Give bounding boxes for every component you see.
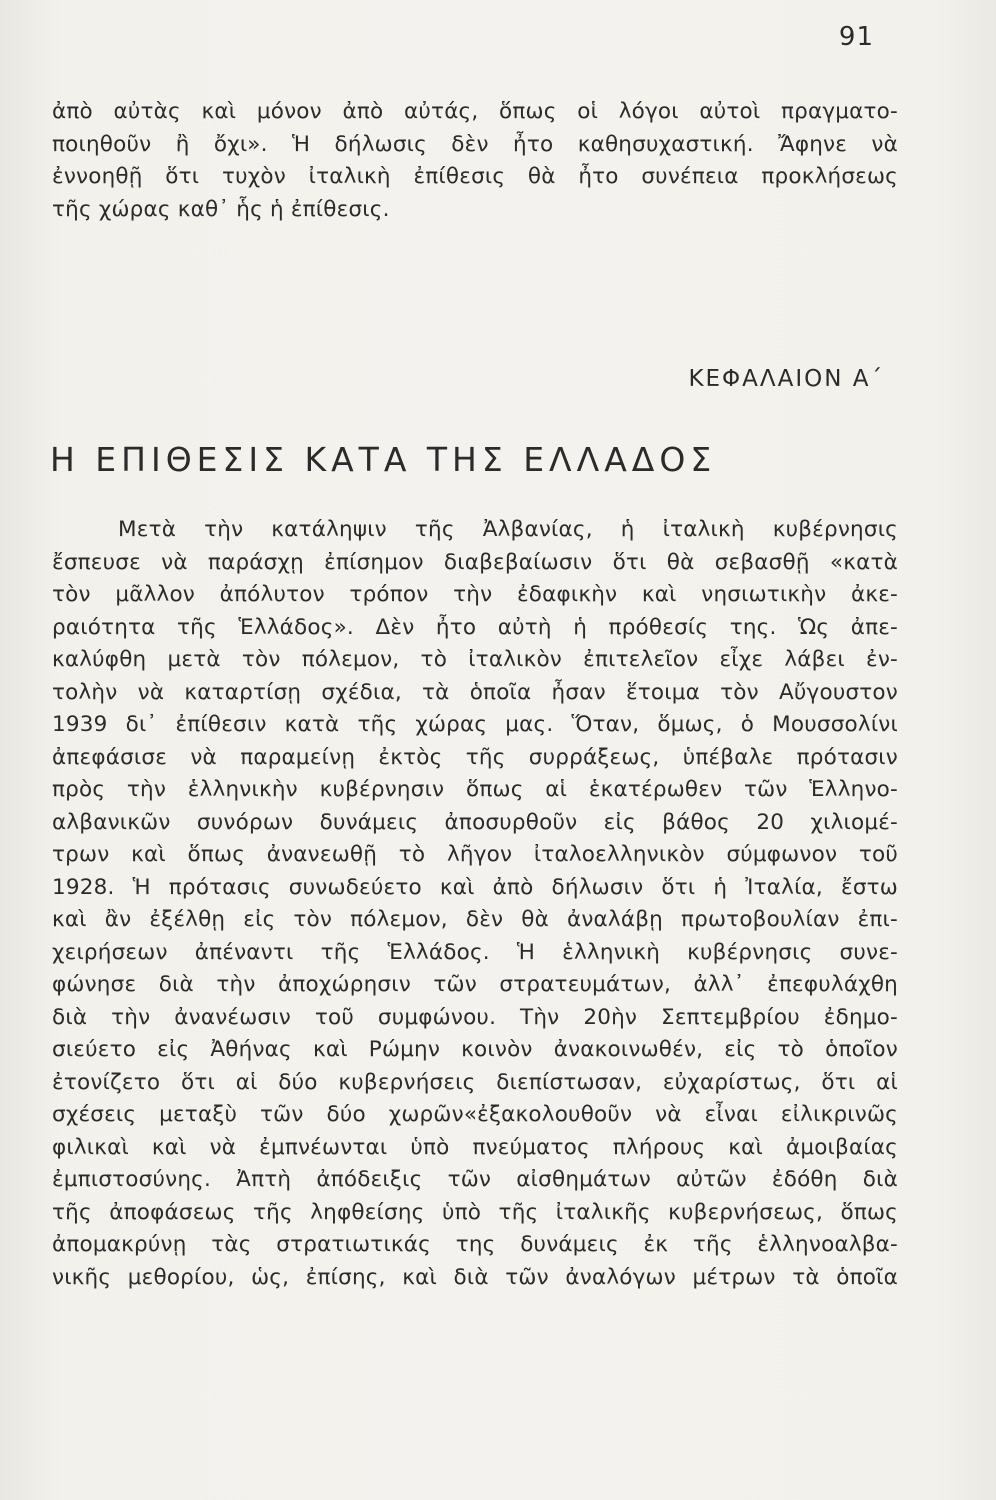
continuation-paragraph <box>52 96 898 226</box>
text-line: ἀπομακρύνῃ τὰς στρατιωτικάς της δυνάμεις ἐκ τῆς ἑλληνοαλβα- <box>52 1232 898 1257</box>
text-line: ποιηθοῦν ἢ ὄχι». Ἡ δήλωσις δὲν ἦτο καθησυχαστική. Ἄφηνε νὰ <box>52 131 898 157</box>
text-line: ραιότητα τῆς Ἑλλάδος». Δὲν ἦτο αὐτὴ ἡ πρόθεσίς της. Ὡς ἀπε- <box>52 614 898 640</box>
text-line: ἔσπευσε νὰ παράσχῃ ἐπίσημον διαβεβαίωσιν ὅτι θὰ σεβασθῇ «κατὰ <box>52 549 898 575</box>
text-line: Μετὰ τὴν κατάληψιν τῆς Ἀλβανίας, ἡ ἰταλικὴ κυβέρνησις <box>118 517 898 542</box>
text-line: φώνησε διὰ τὴν ἀποχώρησιν τῶν στρατευμάτων, ἀλλ᾽ ἐπεφυλάχθη <box>52 972 898 997</box>
text-line: 1928. Ἡ πρότασις συνωδεύετο καὶ ἀπὸ δήλωσιν ὅτι ἡ Ἰταλία, ἔστω <box>52 874 898 900</box>
text-line: ἐννοηθῇ ὅτι τυχὸν ἰταλικὴ ἐπίθεσις θὰ ἦτο συνέπεια προκλήσεως <box>52 164 898 189</box>
text-line: σχέσεις μεταξὺ τῶν δύο χωρῶν«ἐξακολουθοῦν νὰ εἶναι εἰλικρινῶς <box>52 1102 898 1127</box>
text-line: τολὴν νὰ καταρτίσῃ σχέδια, τὰ ὁποῖα ἦσαν ἕτοιμα τὸν Αὔγουστον <box>52 679 898 705</box>
text-line: πρὸς τὴν ἑλληνικὴν κυβέρνησιν ὅπως αἱ ἑκατέρωθεν τῶν Ἑλληνο- <box>52 777 898 802</box>
text-line: ἐτονίζετο ὅτι αἱ δύο κυβερνήσεις διεπίστωσαν, εὐχαρίστως, ὅτι αἱ <box>52 1069 898 1095</box>
text-line: 1939 δι᾽ ἐπίθεσιν κατὰ τῆς χώρας μας. Ὅταν, ὅμως, ὁ Μουσσολίνι <box>52 712 898 737</box>
text-line: ἀπὸ αὐτὰς καὶ μόνον ἀπὸ αὐτάς, ὅπως οἱ λόγοι αὐτοὶ πραγματο- <box>52 99 898 124</box>
text-line: καὶ ἂν ἐξέλθῃ εἰς τὸν πόλεμον, δὲν θὰ ἀναλάβῃ πρωτοβουλίαν ἐπι- <box>52 907 898 932</box>
text-line: νικῆς μεθορίου, ὡς, ἐπίσης, καὶ διὰ τῶν ἀναλόγων μέτρων τὰ ὁποῖα <box>52 1264 898 1290</box>
text-line: διὰ τὴν ἀνανέωσιν τοῦ συμφώνου. Τὴν 20ὴν Σεπτεμβρίου ἐδημο- <box>52 1004 898 1030</box>
chapter-title: Η ΕΠΙΘΕΣΙΣ ΚΑΤΑ ΤΗΣ ΕΛΛΑΔΟΣ <box>50 440 717 479</box>
text-line: καλύφθη μετὰ τὸν πόλεμον, τὸ ἰταλικὸν ἐπιτελεῖον εἶχε λάβει ἐν- <box>52 647 898 672</box>
text-line: ἀπεφάσισε νὰ παραμείνῃ ἐκτὸς τῆς συρράξεως, ὑπέβαλε πρότασιν <box>52 744 898 770</box>
text-line: τῆς ἀποφάσεως τῆς ληφθείσης ὑπὸ τῆς ἰταλικῆς κυβερνήσεως, ὅπως <box>52 1199 898 1225</box>
page-number: 91 <box>838 22 874 52</box>
text-line: χειρήσεων ἀπέναντι τῆς Ἑλλάδος. Ἡ ἑλληνικὴ κυβέρνησις συνε- <box>52 939 898 965</box>
text-line: τὸν μᾶλλον ἀπόλυτον τρόπον τὴν ἐδαφικὴν καὶ νησιωτικὴν ἀκε- <box>52 582 898 607</box>
text-line: αλβανικῶν συνόρων δυνάμεις ἀποσυρθοῦν εἰς βάθος 20 χιλιομέ- <box>52 809 898 835</box>
text-line: τῆς χώρας καθ᾽ ἧς ἡ ἐπίθεσις. <box>52 196 390 222</box>
body-paragraph <box>52 514 898 1294</box>
text-line: ἐμπιστοσύνης. Ἀπτὴ ἀπόδειξις τῶν αἰσθημάτων αὐτῶν ἐδόθη διὰ <box>52 1167 898 1192</box>
chapter-label: ΚΕΦΑΛΑΙΟΝ Α΄ <box>688 366 884 392</box>
text-line: τρων καὶ ὅπως ἀνανεωθῇ τὸ λῆγον ἰταλοελληνικὸν σύμφωνον τοῦ <box>52 842 898 867</box>
text-line: φιλικαὶ καὶ νὰ ἐμπνέωνται ὑπὸ πνεύματος πλήρους καὶ ἀμοιβαίας <box>52 1134 898 1160</box>
text-line: σιεύετο εἰς Ἀθήνας καὶ Ρώμην κοινὸν ἀνακοινωθέν, εἰς τὸ ὁποῖον <box>52 1037 898 1062</box>
